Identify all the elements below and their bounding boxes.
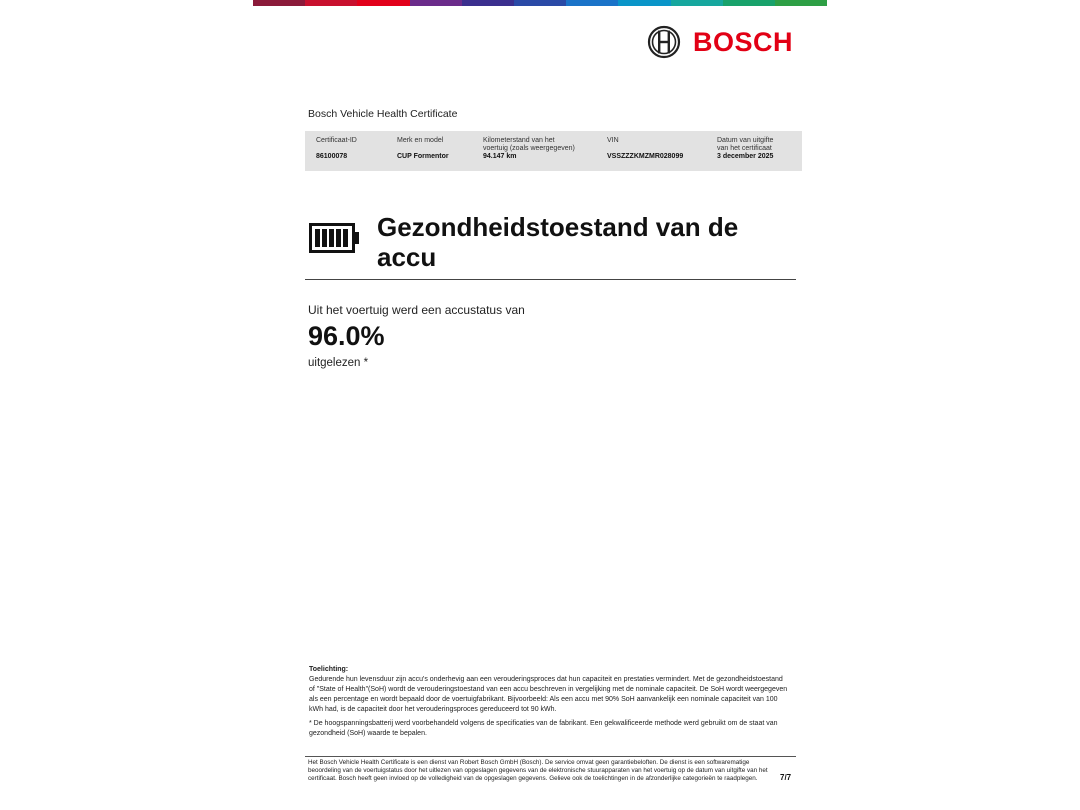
stripe-segment bbox=[775, 0, 827, 6]
stripe-segment bbox=[253, 0, 305, 6]
info-label: Certificaat-ID bbox=[316, 137, 357, 144]
bosch-armature-icon bbox=[647, 25, 681, 59]
soh-value: 96.0% bbox=[308, 321, 385, 351]
brand-color-stripe bbox=[253, 0, 827, 6]
stripe-segment bbox=[514, 0, 566, 6]
info-value: 86100078 bbox=[316, 153, 348, 160]
soh-suffix-text: uitgelezen * bbox=[308, 357, 369, 369]
info-mileage bbox=[483, 137, 583, 160]
info-value: 3 december 2025 bbox=[717, 153, 774, 160]
bosch-logo bbox=[647, 24, 797, 60]
notes-footnote: * De hoogspanningsbatterij werd voorbehandeld volgens de specificaties van de fabrikant. Een gekwalificeerde methode werd gebruikt om de staat van gezondheid (SoH) waarde te bepalen. bbox=[309, 720, 778, 737]
certificate-title: Bosch Vehicle Health Certificate bbox=[308, 108, 458, 120]
stripe-segment bbox=[671, 0, 723, 6]
info-label: VIN bbox=[607, 137, 619, 144]
info-value: 94.147 km bbox=[483, 153, 517, 160]
info-label: Kilometerstand van het voertuig (zoals weergegeven) bbox=[483, 137, 575, 152]
certificate-info-bar bbox=[305, 131, 802, 171]
info-make-model bbox=[397, 137, 477, 160]
info-label: Datum van uitgifte van het certificaat bbox=[717, 137, 774, 152]
notes-title: Toelichting: bbox=[309, 666, 349, 673]
info-issue-date bbox=[717, 137, 797, 160]
footer-divider bbox=[305, 756, 796, 757]
notes-paragraph: Gedurende hun levensduur zijn accu's onderhevig aan een verouderingsproces dat hun capaciteit en prestaties vermindert. Met de gezondheidstoestand of "State of Health"(SoH) wordt de verouderingstoestand van een accu beschreven in vergelijking met de nominale capaciteit. De SoH wordt weergegeven als een percentage en wordt bepaald door de voertuigfabrikant. Bijvoorbeeld: Als een accu met 90% SoH aanvankelijk een nominale capaciteit van 100 kWh had, is de capaciteit door het verouderingsproces gereduceerd tot 90 kWh. bbox=[309, 676, 788, 713]
info-label: Merk en model bbox=[397, 137, 444, 144]
soh-intro-text: Uit het voertuig werd een accustatus van bbox=[308, 303, 525, 317]
info-value: VSSZZZKMZMR028099 bbox=[607, 153, 684, 160]
footer-disclaimer: Het Bosch Vehicle Health Certificate is een dienst van Robert Bosch GmbH (Bosch). De service omvat geen garantiebeloften. De dienst is een softwarematige beoordeling van de voertuigstatus door het uitlezen van opgeslagen gegevens van de elektronische stuurapparaten van het voertuig op de datum van uitgifte van het certificaat. Bosch heeft geen invloed op de volledigheid van de opgeslagen gegevens. Gelieve ook de toelichtingen in de afzonderlijke categorieën te raadplegen. bbox=[308, 759, 768, 782]
stripe-segment bbox=[618, 0, 670, 6]
explanation-notes bbox=[309, 665, 789, 739]
info-certificate-id bbox=[316, 137, 386, 160]
stripe-segment bbox=[723, 0, 775, 6]
section-divider bbox=[305, 279, 796, 280]
section-heading: Gezondheidstoestand van de accu bbox=[377, 212, 739, 272]
battery-icon bbox=[309, 223, 361, 253]
stripe-segment bbox=[305, 0, 357, 6]
stripe-segment bbox=[566, 0, 618, 6]
info-value: CUP Formentor bbox=[397, 153, 449, 160]
info-vin bbox=[607, 137, 707, 160]
stripe-segment bbox=[357, 0, 409, 6]
brand-wordmark: BOSCH bbox=[693, 26, 794, 57]
stripe-segment bbox=[410, 0, 462, 6]
stripe-segment bbox=[462, 0, 514, 6]
certificate-page bbox=[253, 0, 827, 810]
page-number: 7/7 bbox=[780, 773, 792, 782]
